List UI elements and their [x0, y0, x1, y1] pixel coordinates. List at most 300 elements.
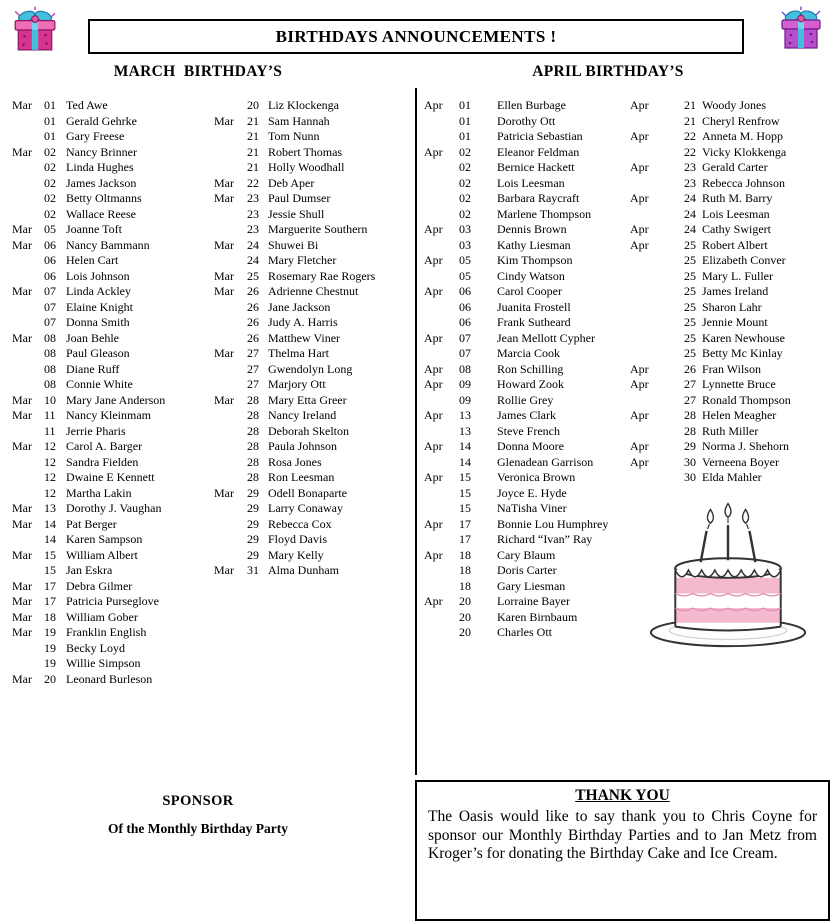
day-cell: 06: [459, 299, 471, 314]
birthday-row: [12, 424, 212, 440]
birthday-row: [12, 98, 212, 114]
birthday-row: [12, 222, 212, 238]
day-cell: 21: [684, 113, 696, 128]
march-birthdays-column-2: [214, 98, 414, 579]
day-cell: 08: [44, 330, 56, 345]
month-cell: Mar: [214, 392, 234, 407]
month-cell: [630, 253, 684, 269]
birthday-row: [12, 532, 212, 548]
day-cell: 08: [44, 346, 56, 360]
name-cell: Sandra Fielden: [66, 454, 139, 469]
month-cell: Mar: [12, 439, 32, 453]
day-cell: 02: [44, 144, 56, 159]
day-cell: 02: [459, 144, 471, 159]
day-cell: 21: [684, 98, 696, 112]
month-cell: Mar: [12, 516, 32, 531]
birthday-row: [214, 238, 414, 254]
day-cell: 19: [44, 625, 56, 639]
name-cell: Ron Leesman: [268, 470, 335, 484]
birthday-row: [630, 222, 830, 238]
month-cell: [424, 191, 459, 207]
month-cell: [630, 176, 684, 192]
day-cell: 14: [459, 454, 471, 469]
name-cell: Elaine Knight: [66, 299, 133, 314]
month-cell: Mar: [214, 268, 234, 283]
name-cell: NaTisha Viner: [497, 501, 567, 515]
month-cell: Mar: [214, 284, 234, 298]
name-cell: Patricia Sebastian: [497, 129, 583, 143]
name-cell: Jan Eskra: [66, 563, 113, 577]
name-cell: Carol A. Barger: [66, 439, 143, 453]
name-cell: Jessie Shull: [268, 206, 325, 221]
birthday-row: [424, 532, 628, 548]
name-cell: Gary Freese: [66, 129, 125, 143]
birthday-row: [424, 579, 628, 595]
day-cell: 09: [459, 377, 471, 391]
april-heading: APRIL BIRTHDAY’S: [532, 63, 684, 80]
month-cell: [424, 346, 459, 362]
name-cell: Jennie Mount: [702, 315, 768, 329]
month-cell: [424, 129, 459, 145]
name-cell: Paula Johnson: [268, 439, 337, 453]
birthday-row: [214, 439, 414, 455]
day-cell: 09: [459, 392, 471, 407]
day-cell: 25: [684, 284, 696, 298]
month-cell: [214, 315, 247, 331]
month-cell: [12, 207, 44, 223]
day-cell: 18: [459, 547, 471, 562]
day-cell: 28: [247, 470, 259, 484]
day-cell: 18: [459, 563, 471, 577]
day-cell: 01: [459, 98, 471, 112]
day-cell: 22: [247, 175, 259, 190]
month-cell: [12, 486, 44, 502]
name-cell: Odell Bonaparte: [268, 485, 347, 500]
birthday-row: [12, 315, 212, 331]
name-cell: Joan Behle: [66, 330, 119, 345]
month-cell: Apr: [424, 253, 443, 267]
month-cell: Apr: [424, 439, 443, 453]
month-cell: [214, 145, 247, 161]
day-cell: 29: [247, 547, 259, 562]
day-cell: 24: [247, 253, 259, 267]
birthday-row: [424, 269, 628, 285]
month-cell: [424, 625, 459, 641]
day-cell: 01: [459, 129, 471, 143]
birthday-row: [214, 346, 414, 362]
name-cell: Lois Johnson: [66, 268, 130, 283]
name-cell: Mary L. Fuller: [702, 268, 773, 283]
month-cell: [214, 377, 247, 393]
birthday-row: [214, 331, 414, 347]
birthday-row: [424, 191, 628, 207]
day-cell: 28: [247, 423, 259, 438]
birthday-row: [12, 160, 212, 176]
name-cell: Judy A. Harris: [268, 315, 338, 329]
month-cell: [214, 300, 247, 316]
sponsor-subheading: Of the Monthly Birthday Party: [108, 821, 288, 836]
name-cell: Barbara Raycraft: [497, 191, 580, 205]
birthday-row: [424, 501, 628, 517]
day-cell: 12: [44, 454, 56, 469]
month-cell: Mar: [12, 98, 32, 112]
name-cell: Matthew Viner: [268, 330, 341, 345]
birthday-row: [214, 470, 414, 486]
name-cell: Bonnie Lou Humphrey: [497, 516, 609, 531]
birthday-row: [12, 579, 212, 595]
month-cell: [630, 207, 684, 223]
thank-you-body: The Oasis would like to say thank you to Chris Coyne for sponsor our Monthly Birthday Parties and to Jan Metz from Kroger’s for donating the Birthday Cake and Ice Cream.: [428, 808, 817, 863]
month-cell: Mar: [214, 175, 234, 190]
birthday-row: [214, 377, 414, 393]
day-cell: 07: [44, 299, 56, 314]
day-cell: 26: [247, 299, 259, 314]
month-cell: Mar: [214, 346, 234, 360]
name-cell: Connie White: [66, 377, 133, 391]
name-cell: Mary Jane Anderson: [66, 392, 166, 407]
day-cell: 21: [247, 144, 259, 159]
month-cell: Mar: [12, 625, 32, 639]
birthday-row: [630, 439, 830, 455]
birthday-row: [12, 610, 212, 626]
day-cell: 12: [44, 439, 56, 453]
day-cell: 18: [459, 578, 471, 593]
day-cell: 07: [44, 315, 56, 329]
month-cell: [214, 439, 247, 455]
month-cell: [630, 346, 684, 362]
day-cell: 18: [44, 609, 56, 624]
day-cell: 08: [44, 361, 56, 376]
birthday-row: [424, 331, 628, 347]
day-cell: 13: [44, 501, 56, 515]
birthday-row: [630, 98, 830, 114]
day-cell: 06: [44, 237, 56, 252]
birthday-row: [424, 408, 628, 424]
name-cell: William Albert: [66, 547, 138, 562]
day-cell: 24: [684, 191, 696, 205]
day-cell: 12: [44, 485, 56, 500]
birthday-row: [630, 114, 830, 130]
month-cell: Mar: [12, 501, 32, 515]
birthday-row: [424, 129, 628, 145]
birthday-row: [424, 176, 628, 192]
birthday-row: [214, 114, 414, 130]
name-cell: Juanita Frostell: [497, 299, 571, 314]
day-cell: 27: [247, 377, 259, 391]
birthday-row: [630, 207, 830, 223]
day-cell: 17: [459, 532, 471, 546]
month-cell: [630, 300, 684, 316]
name-cell: Debra Gilmer: [66, 578, 133, 593]
month-cell: [12, 641, 44, 657]
birthday-row: [12, 269, 212, 285]
name-cell: Howard Zook: [497, 377, 564, 391]
name-cell: Kim Thompson: [497, 253, 573, 267]
birthday-row: [424, 625, 628, 641]
month-cell: [12, 300, 44, 316]
day-cell: 07: [459, 330, 471, 345]
day-cell: 02: [44, 175, 56, 190]
month-cell: [214, 455, 247, 471]
day-cell: 28: [684, 408, 696, 422]
name-cell: Nancy Kleinmam: [66, 408, 151, 422]
name-cell: Karen Birnbaum: [497, 609, 578, 624]
birthday-row: [424, 114, 628, 130]
name-cell: Willie Simpson: [66, 656, 141, 670]
day-cell: 25: [684, 268, 696, 283]
birthday-row: [214, 455, 414, 471]
birthday-row: [630, 455, 830, 471]
name-cell: Cathy Swigert: [702, 222, 771, 236]
month-cell: [630, 114, 684, 130]
day-cell: 21: [247, 160, 259, 174]
birthday-row: [424, 610, 628, 626]
day-cell: 20: [459, 594, 471, 608]
birthday-row: [424, 145, 628, 161]
month-cell: [12, 362, 44, 378]
name-cell: Robert Albert: [702, 237, 768, 252]
month-cell: [424, 238, 459, 254]
day-cell: 27: [684, 377, 696, 391]
day-cell: 23: [247, 191, 259, 205]
birthday-row: [214, 362, 414, 378]
birthday-row: [424, 377, 628, 393]
name-cell: Jean Mellott Cypher: [497, 330, 595, 345]
month-cell: Mar: [12, 408, 32, 422]
day-cell: 26: [247, 330, 259, 345]
day-cell: 03: [459, 237, 471, 252]
name-cell: Franklin English: [66, 625, 147, 639]
month-cell: Apr: [630, 439, 649, 453]
birthday-row: [630, 393, 830, 409]
birthday-row: [630, 300, 830, 316]
name-cell: Helen Cart: [66, 253, 119, 267]
name-cell: Mary Etta Greer: [268, 392, 347, 407]
name-cell: Nancy Ireland: [268, 408, 337, 422]
birthday-row: [424, 98, 628, 114]
name-cell: Larry Conaway: [268, 501, 343, 515]
day-cell: 14: [44, 516, 56, 531]
month-cell: Mar: [12, 284, 32, 298]
day-cell: 03: [459, 222, 471, 236]
month-cell: Mar: [214, 485, 234, 500]
page-title: BIRTHDAYS ANNOUNCEMENTS !: [275, 26, 557, 46]
day-cell: 25: [684, 315, 696, 329]
month-cell: [12, 129, 44, 145]
day-cell: 02: [44, 206, 56, 221]
month-cell: Apr: [630, 361, 649, 376]
month-cell: [630, 393, 684, 409]
month-cell: [214, 424, 247, 440]
name-cell: Norma J. Shehorn: [702, 439, 789, 453]
day-cell: 15: [44, 563, 56, 577]
day-cell: 08: [44, 377, 56, 391]
month-cell: Apr: [424, 361, 443, 376]
month-cell: Mar: [12, 547, 32, 562]
birthday-row: [12, 594, 212, 610]
name-cell: Karen Newhouse: [702, 330, 785, 345]
day-cell: 14: [459, 439, 471, 453]
month-cell: [424, 176, 459, 192]
birthday-row: [214, 408, 414, 424]
name-cell: Charles Ott: [497, 625, 552, 639]
name-cell: Carol Cooper: [497, 284, 562, 298]
birthday-row: [12, 656, 212, 672]
day-cell: 24: [684, 206, 696, 221]
day-cell: 20: [44, 671, 56, 686]
name-cell: Lois Leesman: [702, 206, 770, 221]
birthday-row: [12, 470, 212, 486]
month-cell: [214, 408, 247, 424]
name-cell: Ruth Miller: [702, 423, 759, 438]
name-cell: Woody Jones: [702, 98, 767, 112]
name-cell: Becky Loyd: [66, 640, 125, 655]
name-cell: Pat Berger: [66, 516, 117, 531]
name-cell: Donna Smith: [66, 315, 130, 329]
day-cell: 07: [44, 284, 56, 298]
month-cell: [214, 470, 247, 486]
month-cell: [424, 114, 459, 130]
month-cell: [214, 548, 247, 564]
month-cell: Apr: [424, 408, 443, 422]
name-cell: Betty Oltmanns: [66, 191, 142, 205]
day-cell: 25: [684, 299, 696, 314]
day-cell: 23: [247, 222, 259, 236]
name-cell: Ted Awe: [66, 98, 108, 112]
name-cell: Ron Schilling: [497, 361, 564, 376]
day-cell: 29: [247, 501, 259, 515]
month-cell: [424, 269, 459, 285]
birthday-row: [214, 284, 414, 300]
month-cell: Mar: [12, 330, 32, 345]
month-cell: [424, 393, 459, 409]
month-cell: Mar: [214, 113, 234, 128]
day-cell: 05: [459, 268, 471, 283]
birthday-row: [12, 625, 212, 641]
sponsor-block: [0, 793, 396, 837]
birthday-cake-icon: [646, 484, 810, 656]
name-cell: Lorraine Bayer: [497, 594, 570, 608]
birthday-row: [424, 548, 628, 564]
day-cell: 30: [684, 454, 696, 469]
day-cell: 17: [44, 594, 56, 608]
birthday-row: [12, 517, 212, 533]
day-cell: 24: [247, 237, 259, 252]
birthday-row: [12, 408, 212, 424]
month-cell: Mar: [12, 144, 32, 159]
month-cell: [630, 315, 684, 331]
birthday-row: [630, 284, 830, 300]
month-cell: [214, 98, 247, 114]
day-cell: 28: [247, 454, 259, 469]
birthday-row: [424, 300, 628, 316]
sponsor-heading: SPONSOR: [162, 793, 234, 809]
day-cell: 06: [459, 315, 471, 329]
month-cell: [214, 222, 247, 238]
birthday-row: [630, 160, 830, 176]
gift-icon: [11, 5, 59, 53]
name-cell: Jerrie Pharis: [66, 423, 126, 438]
month-cell: [424, 501, 459, 517]
name-cell: Bernice Hackett: [497, 160, 575, 174]
month-cell: Mar: [12, 237, 32, 252]
birthday-row: [424, 424, 628, 440]
month-cell: Mar: [12, 222, 32, 236]
name-cell: Gwendolyn Long: [268, 361, 353, 376]
birthday-row: [424, 486, 628, 502]
birthday-row: [214, 176, 414, 192]
day-cell: 25: [684, 237, 696, 252]
birthday-row: [214, 253, 414, 269]
day-cell: 28: [247, 408, 259, 422]
month-cell: [424, 424, 459, 440]
month-cell: [12, 253, 44, 269]
birthday-row: [214, 269, 414, 285]
day-cell: 17: [44, 578, 56, 593]
birthday-row: [12, 672, 212, 688]
day-cell: 14: [44, 532, 56, 546]
day-cell: 11: [44, 423, 56, 438]
march-birthdays-column-1: [12, 98, 212, 687]
birthday-row: [214, 501, 414, 517]
day-cell: 29: [684, 439, 696, 453]
birthday-row: [214, 532, 414, 548]
name-cell: Deb Aper: [268, 175, 315, 190]
birthday-row: [12, 563, 212, 579]
day-cell: 01: [459, 113, 471, 128]
month-cell: [424, 579, 459, 595]
day-cell: 01: [44, 129, 56, 143]
birthday-row: [214, 548, 414, 564]
day-cell: 05: [44, 222, 56, 236]
month-cell: Apr: [630, 237, 649, 252]
name-cell: Vicky Klokkenga: [702, 144, 787, 159]
birthday-row: [424, 470, 628, 486]
day-cell: 02: [459, 191, 471, 205]
thank-you-heading: THANK YOU: [575, 787, 670, 804]
month-cell: [214, 160, 247, 176]
april-birthdays-column-1: [424, 98, 628, 641]
month-cell: [630, 424, 684, 440]
birthday-row: [12, 455, 212, 471]
birthday-row: [630, 191, 830, 207]
month-cell: [214, 129, 247, 145]
name-cell: Richard “Ivan” Ray: [497, 532, 593, 546]
birthday-row: [12, 191, 212, 207]
birthday-row: [12, 486, 212, 502]
month-cell: Apr: [424, 144, 443, 159]
day-cell: 07: [459, 346, 471, 360]
birthday-row: [214, 145, 414, 161]
day-cell: 17: [459, 516, 471, 531]
birthday-row: [12, 377, 212, 393]
birthday-row: [424, 594, 628, 610]
name-cell: Shuwei Bi: [268, 237, 319, 252]
name-cell: James Jackson: [66, 175, 137, 190]
birthday-row: [424, 253, 628, 269]
name-cell: Elizabeth Conver: [702, 253, 786, 267]
month-cell: Mar: [12, 578, 32, 593]
name-cell: Deborah Skelton: [268, 423, 349, 438]
name-cell: Steve French: [497, 423, 560, 438]
month-cell: Mar: [12, 671, 32, 686]
month-cell: [630, 331, 684, 347]
month-cell: [12, 656, 44, 672]
name-cell: William Gober: [66, 609, 138, 624]
month-cell: [214, 517, 247, 533]
day-cell: 12: [44, 470, 56, 484]
name-cell: Veronica Brown: [497, 470, 576, 484]
